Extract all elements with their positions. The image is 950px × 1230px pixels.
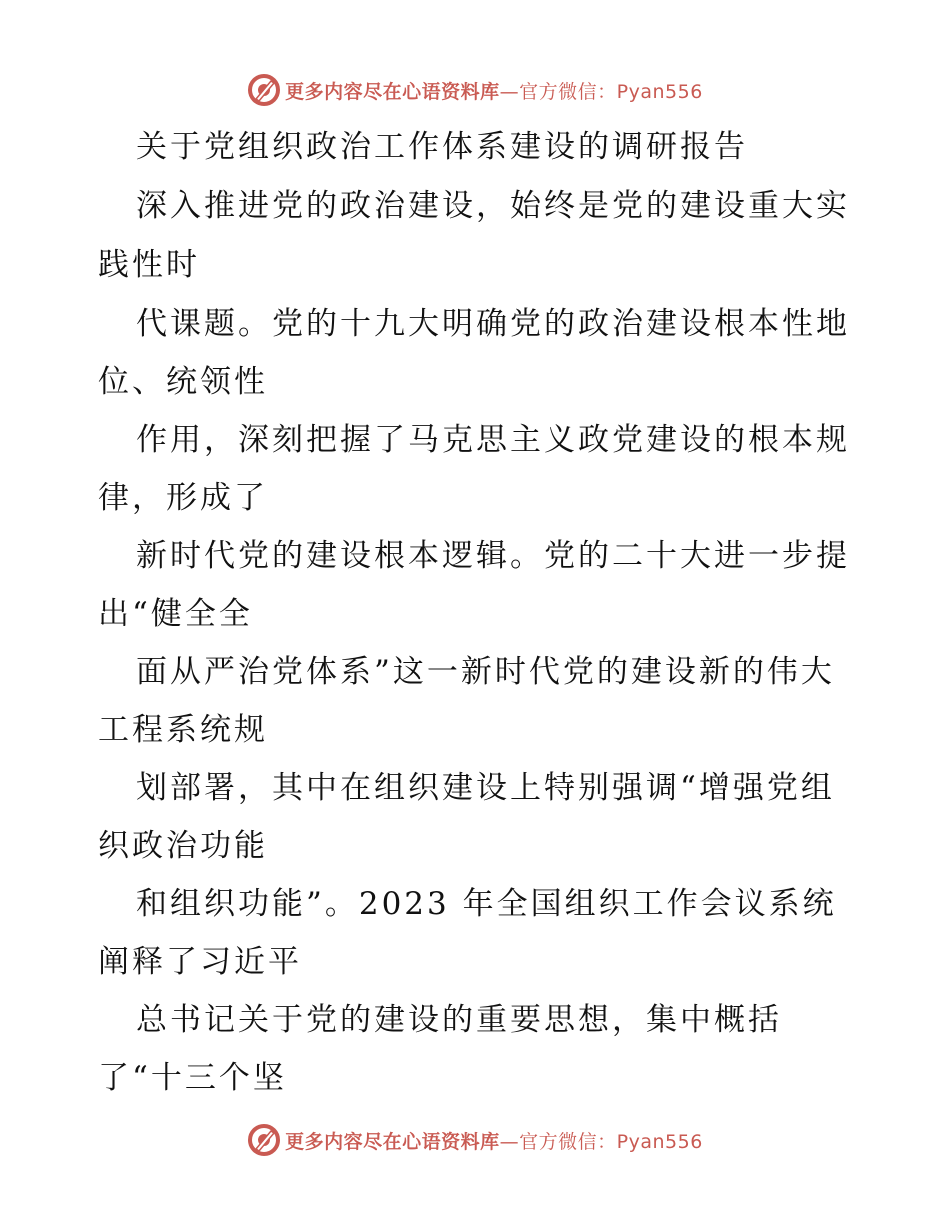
text-line: 深入推进党的政治建设，始终是党的建设重大实 (136, 188, 850, 224)
document-title: 关于党组织政治工作体系建设的调研报告 (136, 129, 748, 165)
banner-wechat-text: 官方微信：Pyan556 (519, 80, 703, 103)
text-line: 新时代党的建设根本逻辑。党的二十大进一步提 (136, 538, 850, 574)
text-line: 作用，深刻把握了马克思主义政党建设的根本规 (136, 422, 850, 458)
banner-text (285, 77, 703, 104)
text-line: 织政治功能 (98, 828, 268, 864)
text-line: 和组织功能”。2023 年全国组织工作会议系统 (136, 886, 837, 922)
text-line: 划部署，其中在组织建设上特别强调“增强党组 (136, 770, 835, 806)
banner-site-text: 更多内容尽在心语资料库 (285, 1130, 500, 1153)
text-line: 总书记关于党的建设的重要思想，集中概括 (136, 1002, 782, 1038)
brush-seal-logo-icon (247, 1123, 281, 1157)
banner-site-text: 更多内容尽在心语资料库 (285, 80, 500, 103)
banner-wechat-text: 官方微信：Pyan556 (519, 1130, 703, 1153)
text-line: 工程系统规 (98, 712, 268, 748)
footer-banner (0, 1120, 950, 1160)
banner-separator: — (499, 80, 520, 103)
text-line: 了“十三个坚 (98, 1060, 287, 1096)
banner-separator: — (499, 1130, 520, 1153)
header-banner (0, 70, 950, 110)
banner-text (285, 1127, 703, 1154)
text-line: 出“健全全 (98, 596, 253, 632)
text-line: 律，形成了 (98, 480, 268, 516)
text-line: 阐释了习近平 (98, 944, 302, 980)
brush-seal-logo-icon (247, 73, 281, 107)
text-line: 代课题。党的十九大明确党的政治建设根本性地 (136, 306, 850, 342)
text-line: 位、统领性 (98, 364, 268, 400)
text-line: 面从严治党体系”这一新时代党的建设新的伟大 (136, 654, 835, 690)
text-line: 践性时 (98, 247, 200, 283)
